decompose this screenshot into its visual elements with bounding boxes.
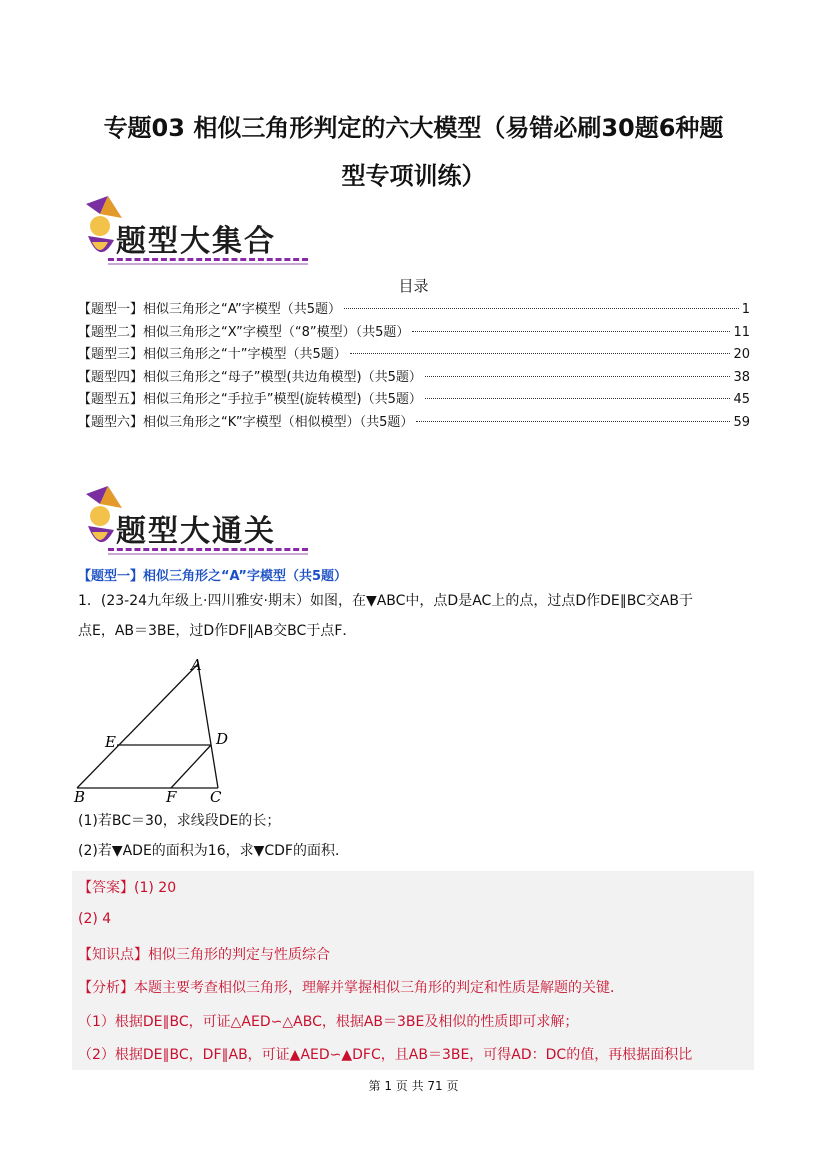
toc-row[interactable]: [78, 343, 750, 366]
document-title: [60, 104, 767, 200]
question-2: (2)若▼ADE的面积为16，求▼CDF的面积．: [78, 843, 349, 859]
banner-divider: [108, 258, 308, 261]
banner-underline: [108, 553, 308, 555]
banner-question-types: [78, 196, 308, 274]
solution-step-2: （2）根据DE∥BC，DF∥AB，可证▲AED∽▲DFC，且AB＝3BE，可得AD：DC的值，再根据面积比: [78, 1047, 693, 1063]
problem-text: [78, 586, 758, 646]
banner-text: 题型大集合: [116, 224, 276, 259]
problem-line-1: 1．(23-24九年级上·四川雅安·期末）如图，在▼ABC中，点D是AC上的点，过点D作DE∥BC交AB于: [78, 593, 694, 609]
toc-label: 【题型一】相似三角形之“A”字模型（共5题）: [78, 302, 342, 317]
table-of-contents: [78, 298, 750, 433]
toc-row[interactable]: [78, 388, 750, 411]
toc-row[interactable]: [78, 411, 750, 434]
question-1: (1)若BC＝30，求线段DE的长；: [78, 813, 281, 829]
triangle-figure: [70, 652, 240, 802]
toc-page: 38: [733, 369, 750, 385]
banner-question-drills: [78, 486, 308, 564]
toc-label: 【题型六】相似三角形之“K”字模型（相似模型）（共5题）: [78, 414, 414, 430]
label-D: D: [216, 730, 229, 748]
toc-page: 11: [733, 324, 750, 340]
toc-row[interactable]: [78, 321, 750, 344]
toc-leader: [344, 308, 739, 309]
banner-divider: [108, 548, 308, 551]
label-B: B: [74, 788, 86, 802]
knowledge-point: 【知识点】相似三角形的判定与性质综合: [78, 947, 330, 963]
problem-line-2: 点E，AB＝3BE，过D作DF∥AB交BC于点F．: [78, 623, 357, 639]
toc-page: 59: [733, 414, 750, 430]
answer-box: [72, 871, 754, 1070]
toc-leader: [350, 353, 731, 354]
toc-page: 45: [733, 392, 750, 407]
banner-underline: [108, 263, 308, 265]
toc-row[interactable]: [78, 298, 750, 321]
toc-label: 【题型二】相似三角形之“X”字模型（“8”模型）（共5题）: [78, 324, 410, 340]
answer-line: 【答案】(1) 20: [78, 880, 177, 896]
toc-label: 【题型五】相似三角形之“手拉手”模型(旋转模型)（共5题）: [78, 392, 422, 407]
sub-questions: [78, 806, 758, 866]
toc-heading: 目录: [398, 277, 429, 295]
toc-leader: [425, 398, 731, 399]
toc-leader: [416, 421, 730, 422]
answer-line-2: (2) 4: [78, 911, 112, 927]
label-F: F: [166, 788, 177, 802]
title-line-2: 型专项训练）: [341, 162, 486, 190]
label-C: C: [210, 788, 222, 802]
title-line-1: 专题03 相似三角形判定的六大模型（易错必刷30题6种题: [103, 114, 724, 142]
toc-page: 1: [741, 302, 750, 317]
toc-label: 【题型三】相似三角形之“十”字模型（共5题）: [78, 347, 347, 362]
toc-leader: [425, 376, 731, 377]
label-A: A: [191, 656, 202, 674]
solution-step-1: （1）根据DE∥BC，可证△AED∽△ABC，根据AB＝3BE及相似的性质即可求解；: [78, 1014, 579, 1030]
analysis-text: 【分析】本题主要考查相似三角形，理解并掌握相似三角形的判定和性质是解题的关键．: [78, 980, 624, 996]
banner-text: 题型大通关: [116, 514, 276, 549]
section-heading: 【题型一】相似三角形之“A”字模型（共5题）: [78, 569, 348, 584]
toc-row[interactable]: [78, 366, 750, 389]
label-E: E: [105, 733, 116, 751]
toc-leader: [412, 331, 730, 332]
page-footer: 第 1 页 共 71 页: [368, 1079, 459, 1093]
toc-label: 【题型四】相似三角形之“母子”模型(共边角模型)（共5题）: [78, 369, 422, 385]
toc-page: 20: [733, 347, 750, 362]
